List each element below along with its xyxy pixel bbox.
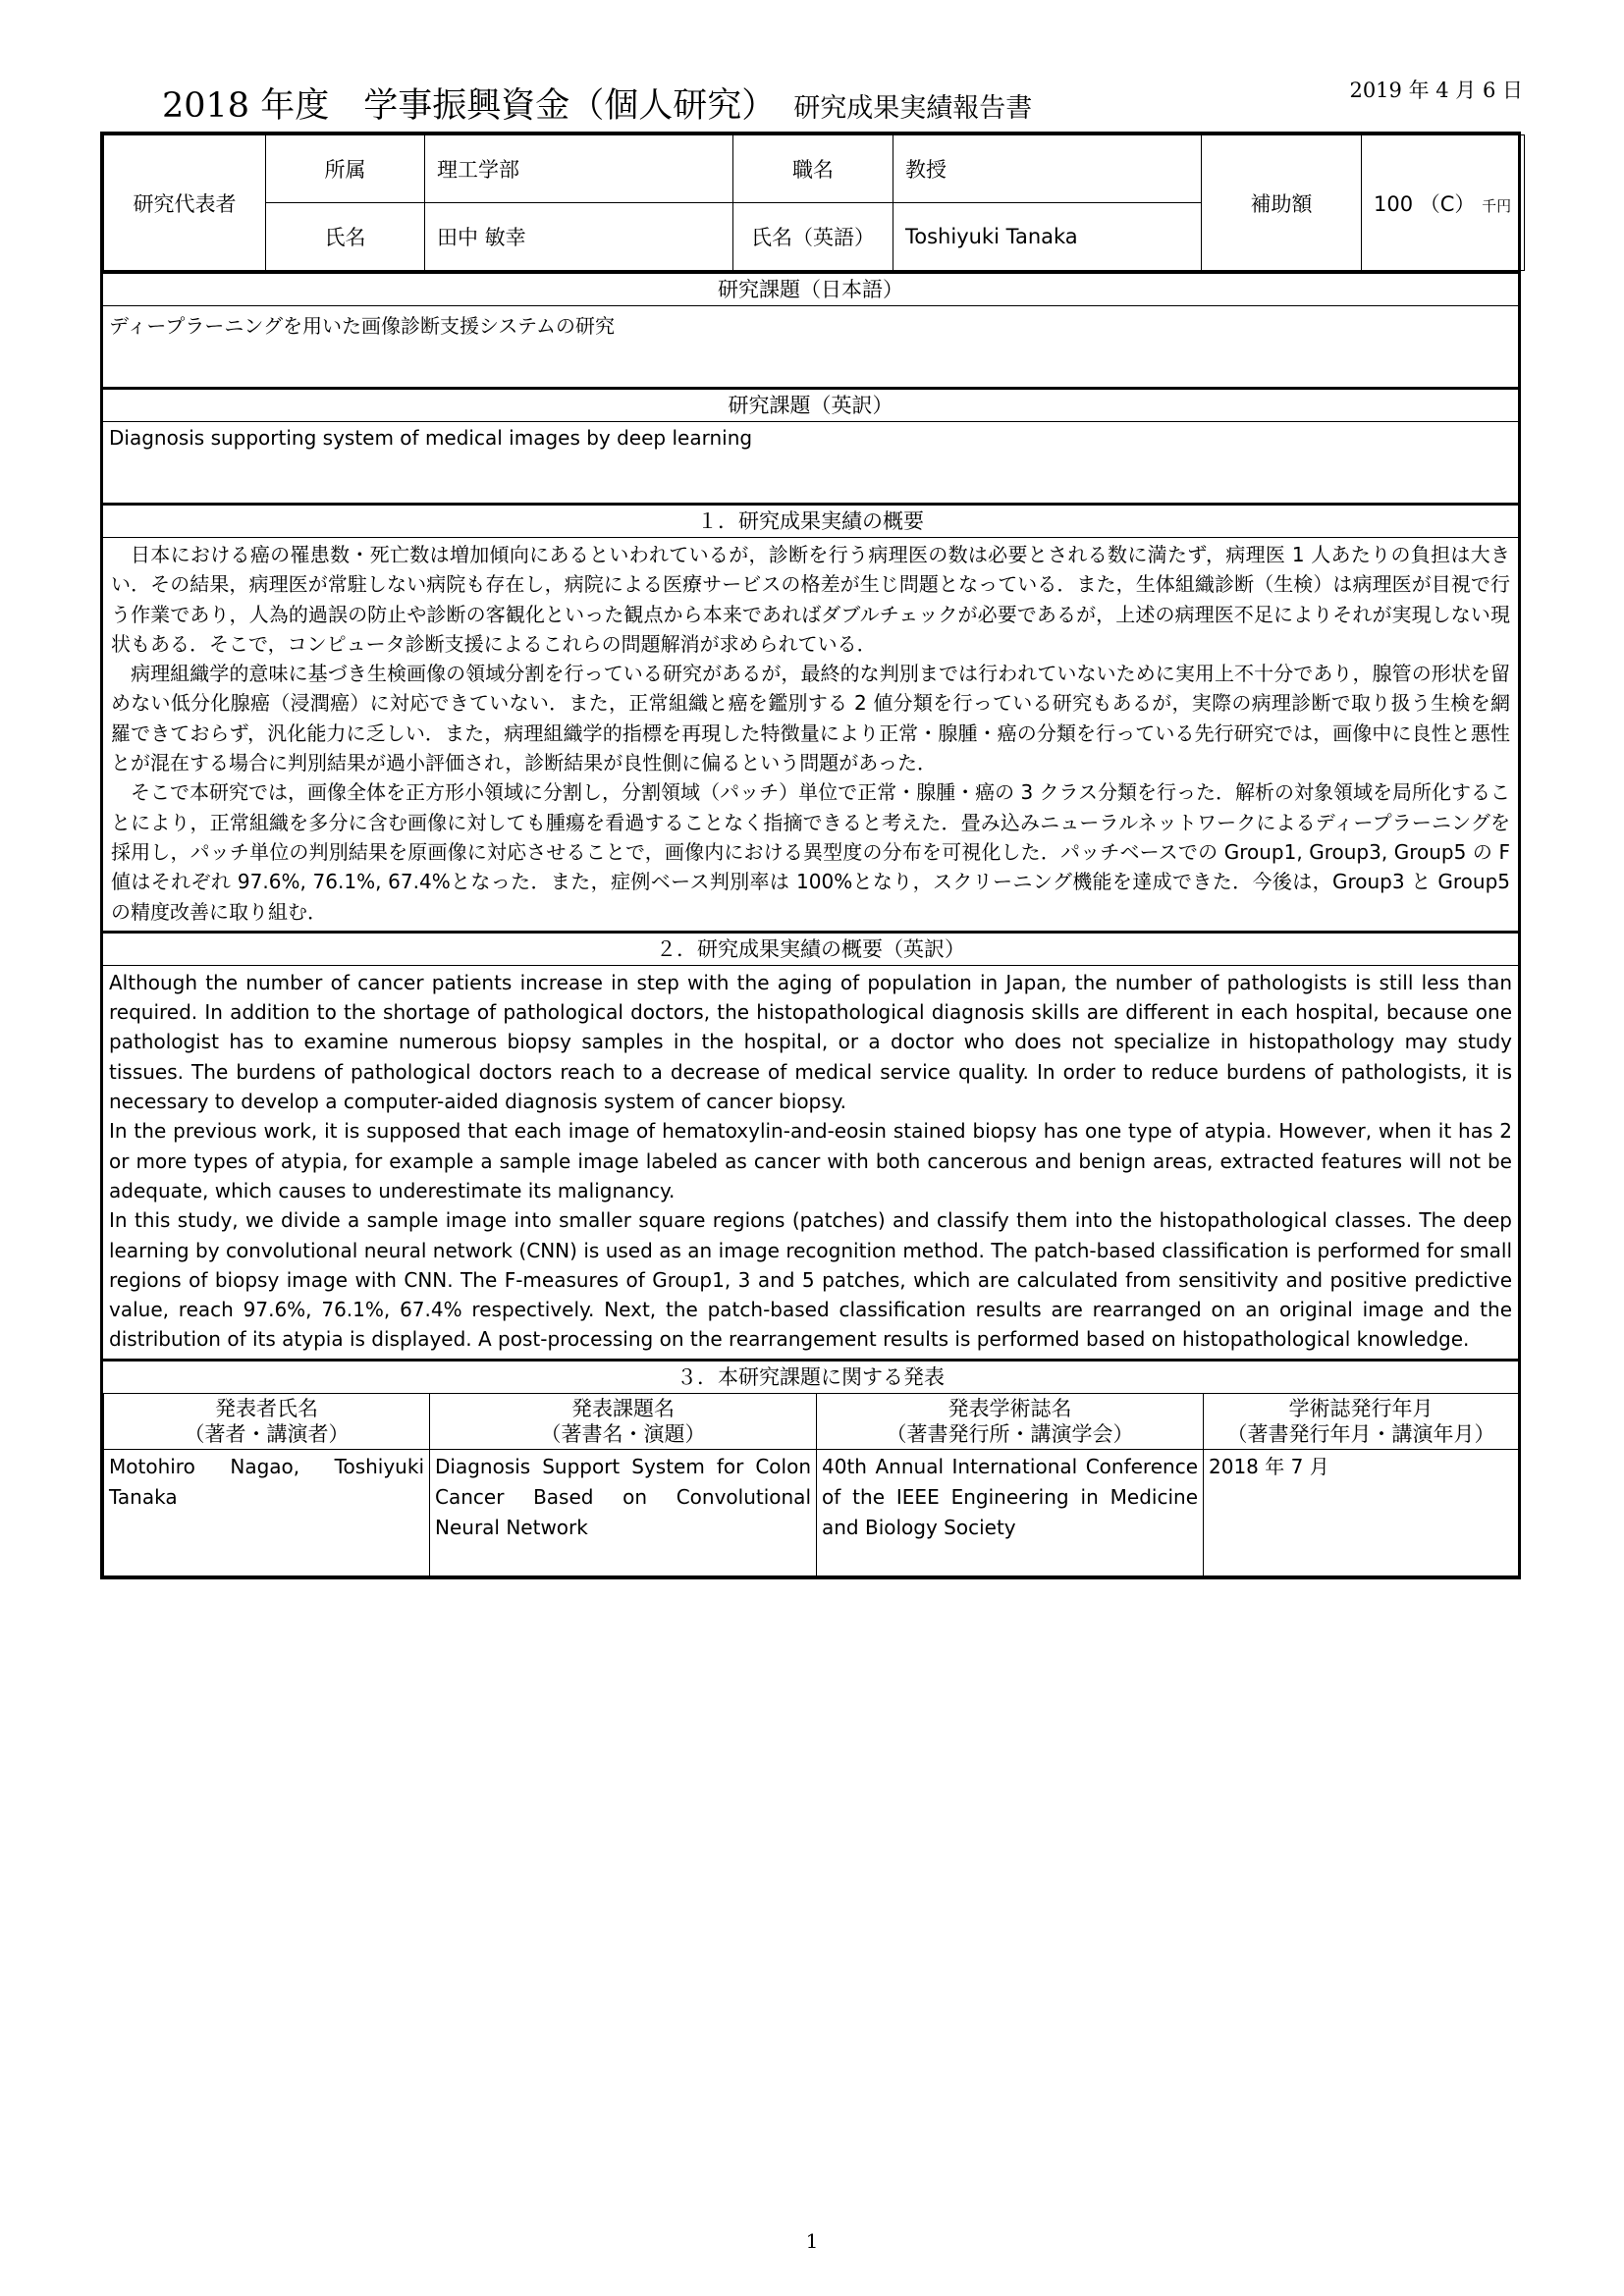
title-jp-heading: 研究課題（日本語） (103, 274, 1518, 306)
column-header-title: 発表課題名 （著書名・演題） (430, 1393, 817, 1449)
column-header-date: 学術誌発行年月 （著書発行年月・講演年月） (1204, 1393, 1519, 1449)
summary-en-paragraph: In the previous work, it is supposed that each image of hematoxylin-and-eosin stained biopsy has one type of atypia. However, when it has 2 or more types of atypia, for example a sample image labeled as cancer with both cancerous and benign areas, extracted features will not be adequate, which causes to underestimate its malignancy. (109, 1119, 1512, 1202)
name-en-value: Toshiyuki Tanaka (893, 203, 1202, 271)
publications-table (103, 1393, 1519, 1576)
summary-jp-heading: １．研究成果実績の概要 (103, 506, 1518, 538)
document-title (162, 79, 1032, 128)
summary-jp-paragraph: 日本における癌の罹患数・死亡数は増加傾向にあるといわれているが，診断を行う病理医の数は必要とされる数に満たず，病理医 1 人あたりの負担は大きい．その結果，病理医が常駐しない病院も存在し，病院による医療サービスの格差が生じ問題となっている．また，生体組織診断（生検）は病理医が目視で行う作業であり，人為的過誤の防止や診断の客観化といった観点から本来であればダブルチェックが必要であるが，上述の病理医不足によりそれが実現しない現状もある．そこで，コンピュータ診断支援によるこれらの問題解消が求められている． (111, 543, 1510, 656)
page-number: 1 (805, 2229, 819, 2253)
grant-label: 補助額 (1202, 135, 1362, 271)
affiliation-label: 所属 (266, 135, 425, 203)
summary-jp-section (103, 503, 1518, 931)
title-en-heading: 研究課題（英訳） (103, 390, 1518, 422)
summary-en-paragraph: Although the number of cancer patients increase in step with the aging of population in Japan, the number of pathologists is still less than required. In addition to the shortage of pathological doctors, the histopathological diagnosis skills are different in each hospital, because one pathologist has to examine numerous biopsy samples in the hospital, or a doctor who does not specialize in histopathology may study tissues. The burdens of pathological doctors reach to a decrease of medical service quality. In order to reduce burdens of pathologists, it is necessary to develop a computer-aided diagnosis system of cancer biopsy. (109, 970, 1512, 1114)
summary-en-section (103, 931, 1518, 1359)
name-value: 田中 敏幸 (425, 203, 733, 271)
column-header-authors: 発表者氏名 （著者・講演者） (104, 1393, 430, 1449)
publication-date: 2018 年 7 月 (1204, 1449, 1519, 1575)
name-en-label: 氏名（英語） (733, 203, 893, 271)
grant-value: 100 （C） (1374, 191, 1476, 216)
publication-authors: Motohiro Nagao, Toshiyuki Tanaka (104, 1449, 430, 1575)
title-main: 2018 年度 学事振興資金（個人研究） (162, 86, 777, 126)
title-en-section (103, 387, 1518, 503)
summary-en-paragraph: In this study, we divide a sample image into smaller square regions (patches) and classify them into the histopathological classes. The deep learning by convolutional neural network (CNN) is used as an image recognition method. The patch-based classification is performed for small regions of biopsy image with CNN. The F-measures of Group1, 3 and 5 patches, which are calculated from sensitivity and positive predictive value, reach 97.6%, 76.1%, 67.4% respectively. Next, the patch-based classification results are rearranged on an original image and the distribution of its atypia is displayed. A post-processing on the rearrangement results is performed based on histopathological knowledge. (109, 1208, 1512, 1352)
summary-en-heading: ２．研究成果実績の概要（英訳） (103, 934, 1518, 966)
column-header-venue: 発表学術誌名 （著書発行所・講演学会） (817, 1393, 1204, 1449)
title-jp-text: ディープラーニングを用いた画像診断支援システムの研究 (109, 314, 615, 338)
affiliation-value: 理工学部 (425, 135, 733, 203)
publications-section (103, 1359, 1518, 1576)
summary-jp-paragraph: 病理組織学的意味に基づき生検画像の領域分割を行っている研究があるが，最終的な判別までは行われていないために実用上不十分であり，腺管の形状を留めない低分化腺癌（浸潤癌）に対応できていない．また，正常組織と癌を鑑別する 2 値分類を行っている研究もあるが，実際の病理診断で取り扱う生検を網羅できておらず，汎化能力に乏しい．また，病理組織学的指標を再現した特徴量により正常・腺腫・癌の分類を行っている先行研究では，画像中に良性と悪性とが混在する場合に判別結果が過小評価され，診断結果が良性側に偏るという問題があった． (111, 662, 1510, 775)
title-jp-section (103, 271, 1518, 387)
position-value: 教授 (893, 135, 1202, 203)
summary-en-body (103, 966, 1518, 1359)
grant-unit: 千円 (1482, 196, 1512, 215)
name-label: 氏名 (266, 203, 425, 271)
position-label: 職名 (733, 135, 893, 203)
title-sub: 研究成果実績報告書 (793, 93, 1033, 124)
researcher-info-table (103, 134, 1525, 271)
report-form (100, 132, 1521, 1579)
representative-label: 研究代表者 (104, 135, 266, 271)
report-date: 2019 年 4 月 6 日 (1349, 79, 1523, 102)
publication-venue: 40th Annual International Conference of the IEEE Engineering in Medicine and Biology Society (817, 1449, 1204, 1575)
publications-heading: ３．本研究課題に関する発表 (677, 1364, 945, 1389)
title-en-text: Diagnosis supporting system of medical images by deep learning (109, 426, 753, 450)
publication-title: Diagnosis Support System for Colon Cancer Based on Convolutional Neural Network (430, 1449, 817, 1575)
table-row (104, 1449, 1519, 1575)
summary-jp-body (103, 538, 1518, 931)
grant-value-cell (1362, 135, 1525, 271)
summary-jp-paragraph: そこで本研究では，画像全体を正方形小領域に分割し，分割領域（パッチ）単位で正常・腺腫・癌の 3 クラス分類を行った．解析の対象領域を局所化することにより，正常組織を多分に含む画像に対しても腫瘍を看過することなく指摘できると考えた．畳み込みニューラルネットワークによるディープラーニングを採用し，パッチ単位の判別結果を原画像に対応させることで，画像内における異型度の分布を可視化した．パッチベースでの Group1, Group3, Group5 の F 値はそれぞれ 97.6%, 76.1%, 67.4%となった．また，症例ベース判別率は 100%となり，スクリーニング機能を達成できた．今後は，Group3 と Group5 の精度改善に取り組む． (111, 780, 1510, 924)
